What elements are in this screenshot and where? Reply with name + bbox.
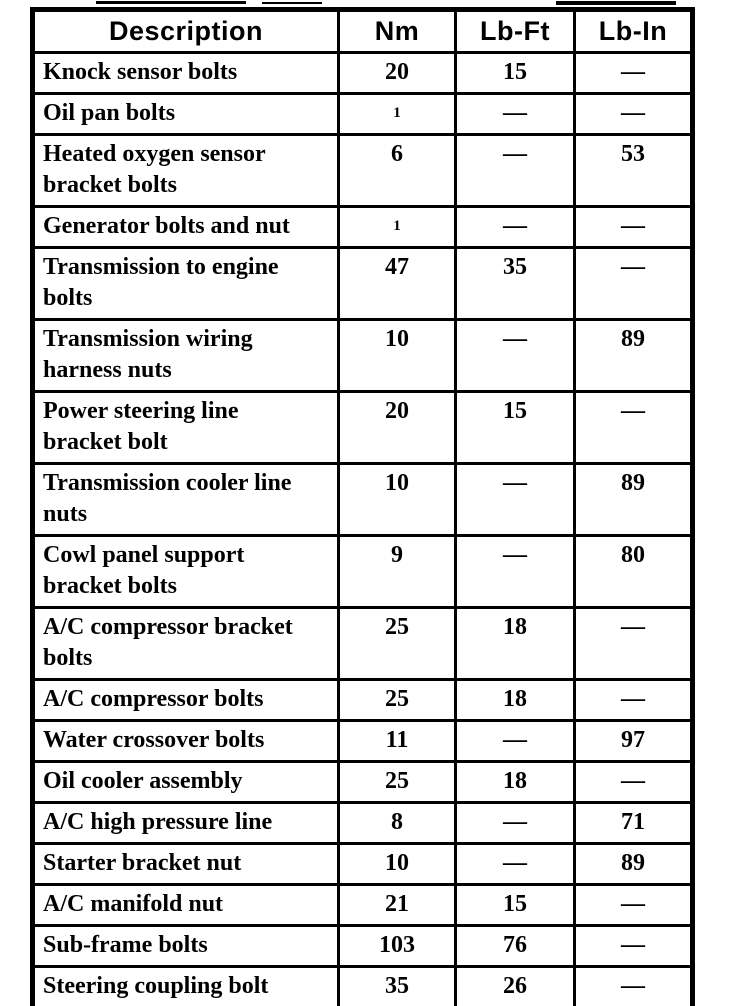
table-row — [33, 844, 693, 885]
lb-in-cell: — — [575, 885, 693, 926]
lb-ft-cell: — — [456, 803, 575, 844]
nm-cell: 103 — [339, 926, 456, 967]
lb-ft-cell: — — [456, 464, 575, 536]
nm-cell: 6 — [339, 135, 456, 207]
lb-in-cell: — — [575, 248, 693, 320]
nm-cell: 10 — [339, 320, 456, 392]
lb-ft-cell: — — [456, 207, 575, 248]
table-row — [33, 53, 693, 94]
table-row — [33, 536, 693, 608]
header-description: Description — [33, 10, 339, 53]
scan-artifact — [556, 1, 676, 5]
lb-in-cell: — — [575, 926, 693, 967]
description-cell: Knock sensor bolts — [33, 53, 339, 94]
lb-ft-cell: — — [456, 844, 575, 885]
lb-in-cell: 97 — [575, 721, 693, 762]
lb-in-cell: 71 — [575, 803, 693, 844]
table-row — [33, 464, 693, 536]
scan-artifact — [96, 1, 246, 4]
description-cell: A/C compressor bolts — [33, 680, 339, 721]
table-row — [33, 721, 693, 762]
lb-ft-cell: 76 — [456, 926, 575, 967]
lb-ft-cell: 15 — [456, 53, 575, 94]
description-cell: A/C high pressure line — [33, 803, 339, 844]
description-cell: Heated oxygen sensor bracket bolts — [33, 135, 339, 207]
lb-in-cell: — — [575, 967, 693, 1006]
description-cell: Power steering line bracket bolt — [33, 392, 339, 464]
lb-ft-cell: — — [456, 536, 575, 608]
nm-cell: 1 — [339, 94, 456, 135]
nm-cell: 10 — [339, 464, 456, 536]
description-cell: Oil pan bolts — [33, 94, 339, 135]
description-cell: Water crossover bolts — [33, 721, 339, 762]
lb-in-cell: — — [575, 608, 693, 680]
table-row — [33, 135, 693, 207]
nm-cell: 20 — [339, 53, 456, 94]
lb-in-cell: — — [575, 94, 693, 135]
description-cell: Starter bracket nut — [33, 844, 339, 885]
lb-in-cell: 89 — [575, 320, 693, 392]
lb-ft-cell: — — [456, 721, 575, 762]
description-cell: Steering coupling bolt — [33, 967, 339, 1006]
lb-in-cell: — — [575, 392, 693, 464]
table-row — [33, 885, 693, 926]
header-lb-in: Lb-In — [575, 10, 693, 53]
lb-ft-cell: — — [456, 94, 575, 135]
lb-in-cell: 80 — [575, 536, 693, 608]
table-row — [33, 926, 693, 967]
lb-ft-cell: — — [456, 135, 575, 207]
lb-ft-cell: 18 — [456, 762, 575, 803]
table-row — [33, 207, 693, 248]
lb-ft-cell: 18 — [456, 608, 575, 680]
nm-cell: 1 — [339, 207, 456, 248]
nm-cell: 25 — [339, 680, 456, 721]
lb-ft-cell: 26 — [456, 967, 575, 1006]
lb-ft-cell: 35 — [456, 248, 575, 320]
lb-in-cell: — — [575, 53, 693, 94]
nm-cell: 47 — [339, 248, 456, 320]
description-cell: Transmission wiring harness nuts — [33, 320, 339, 392]
lb-ft-cell: — — [456, 320, 575, 392]
lb-in-cell: — — [575, 680, 693, 721]
description-cell: Oil cooler assembly — [33, 762, 339, 803]
table-row — [33, 680, 693, 721]
description-cell: Sub-frame bolts — [33, 926, 339, 967]
lb-ft-cell: 18 — [456, 680, 575, 721]
nm-cell: 10 — [339, 844, 456, 885]
nm-cell: 25 — [339, 608, 456, 680]
nm-cell: 35 — [339, 967, 456, 1006]
table-row — [33, 803, 693, 844]
scan-artifact — [262, 2, 322, 4]
lb-in-cell: 89 — [575, 464, 693, 536]
nm-cell: 25 — [339, 762, 456, 803]
nm-cell: 9 — [339, 536, 456, 608]
lb-ft-cell: 15 — [456, 392, 575, 464]
table-row — [33, 94, 693, 135]
table-row — [33, 967, 693, 1006]
description-cell: Transmission cooler line nuts — [33, 464, 339, 536]
nm-cell: 11 — [339, 721, 456, 762]
table-row — [33, 762, 693, 803]
lb-in-cell: 53 — [575, 135, 693, 207]
description-cell: Transmission to engine bolts — [33, 248, 339, 320]
table-row — [33, 248, 693, 320]
header-row — [33, 10, 693, 53]
description-cell: Generator bolts and nut — [33, 207, 339, 248]
lb-in-cell: — — [575, 762, 693, 803]
description-cell: A/C compressor bracket bolts — [33, 608, 339, 680]
nm-cell: 21 — [339, 885, 456, 926]
lb-in-cell: — — [575, 207, 693, 248]
lb-ft-cell: 15 — [456, 885, 575, 926]
description-cell: Cowl panel support bracket bolts — [33, 536, 339, 608]
header-nm: Nm — [339, 10, 456, 53]
description-cell: A/C manifold nut — [33, 885, 339, 926]
header-lb-ft: Lb-Ft — [456, 10, 575, 53]
nm-cell: 8 — [339, 803, 456, 844]
table-row — [33, 392, 693, 464]
table-row — [33, 608, 693, 680]
torque-spec-table — [30, 7, 695, 1006]
table-row — [33, 320, 693, 392]
lb-in-cell: 89 — [575, 844, 693, 885]
nm-cell: 20 — [339, 392, 456, 464]
